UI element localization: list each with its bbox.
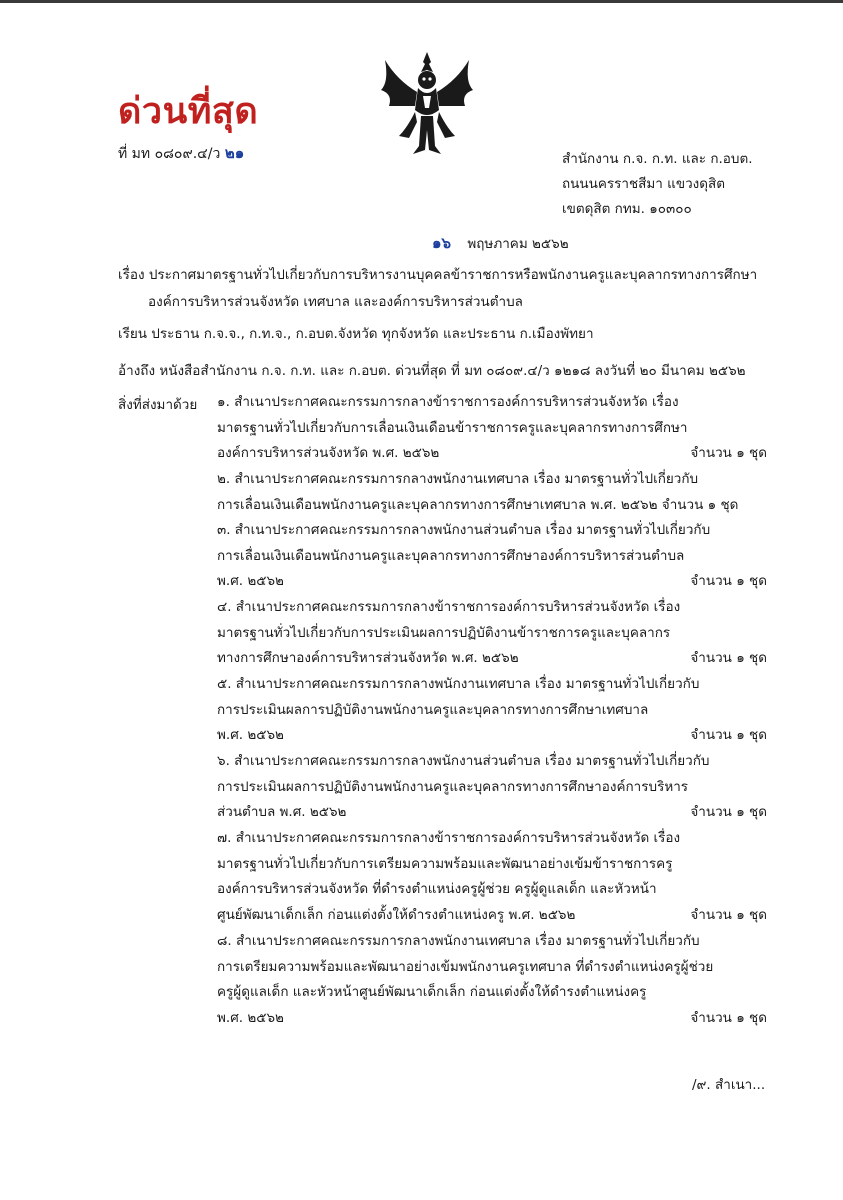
enclosure-line: ๑. สำเนาประกาศคณะกรรมการกลางข้าราชการองค์การบริหารส่วนจังหวัด เรื่อง xyxy=(217,394,679,410)
top-edge-line xyxy=(0,0,843,3)
enclosure-line: พ.ศ. ๒๕๖๒ xyxy=(217,573,284,590)
enclosure-quantity: จำนวน ๑ ชุด xyxy=(690,804,767,821)
enclosure-line: ๖. สำเนาประกาศคณะกรรมการกลางพนักงานส่วนตำบล เรื่อง มาตรฐานทั่วไปเกี่ยวกับ xyxy=(217,753,710,769)
enclosure-quantity: จำนวน ๑ ชุด xyxy=(690,727,767,744)
salutation: เรียน ประธาน ก.จ.จ., ก.ท.จ., ก.อบต.จังหวัด ทุกจังหวัด และประธาน ก.เมืองพัทยา xyxy=(118,326,594,342)
enclosure-line: การประเมินผลการปฏิบัติงานพนักงานครูและบุคลากรทางการศึกษาเทศบาล xyxy=(217,701,649,718)
garuda-emblem-icon xyxy=(379,50,475,158)
enclosure-line: การเลื่อนเงินเดือนพนักงานครูและบุคลากรทางการศึกษาเทศบาล พ.ศ. ๒๕๖๒ จำนวน ๑ ชุด xyxy=(217,496,739,513)
enclosure-line: มาตรฐานทั่วไปเกี่ยวกับการประเมินผลการปฏิบัติงานข้าราชการครูและบุคลากร xyxy=(217,624,671,641)
sender-address-line-3: เขตดุสิต กทม. ๑๐๓๐๐ xyxy=(562,201,692,217)
enclosure-line: การประเมินผลการปฏิบัติงานพนักงานครูและบุคลากรทางการศึกษาองค์การบริหาร xyxy=(217,778,689,795)
enclosure-item-2 xyxy=(217,467,767,518)
enclosure-line: มาตรฐานทั่วไปเกี่ยวกับการเลื่อนเงินเดือนข้าราชการครูและบุคลากรทางการศึกษา xyxy=(217,419,688,436)
document-date xyxy=(432,231,569,255)
enclosure-item-1 xyxy=(217,390,767,467)
enclosure-item-8 xyxy=(217,929,767,1031)
enclosure-line: องค์การบริหารส่วนจังหวัด พ.ศ. ๒๕๖๒ xyxy=(217,445,440,462)
enclosure-line: ๘. สำเนาประกาศคณะกรรมการกลางพนักงานเทศบาล เรื่อง มาตรฐานทั่วไปเกี่ยวกับ xyxy=(217,933,700,949)
enclosure-label: สิ่งที่ส่งมาด้วย xyxy=(118,397,198,413)
reference: อ้างถึง หนังสือสำนักงาน ก.จ. ก.ท. และ ก.อบต. ด่วนที่สุด ที่ มท ๐๘๐๙.๔/ว ๑๒๑๘ ลงวันที่ ๒๐ มีนาคม ๒๕๖๒ xyxy=(118,363,746,379)
document-number-handwritten: ๒๑ xyxy=(224,144,245,162)
enclosure-quantity: จำนวน ๑ ชุด xyxy=(690,650,767,667)
enclosure-line: องค์การบริหารส่วนจังหวัด ที่ดำรงตำแหน่งครูผู้ช่วย ครูผู้ดูแลเด็ก และหัวหน้า xyxy=(217,881,657,898)
enclosure-item-6 xyxy=(217,749,767,826)
enclosure-line: ๒. สำเนาประกาศคณะกรรมการกลางพนักงานเทศบาล เรื่อง มาตรฐานทั่วไปเกี่ยวกับ xyxy=(217,471,699,487)
enclosure-quantity: จำนวน ๑ ชุด xyxy=(690,445,767,462)
enclosure-quantity: จำนวน ๑ ชุด xyxy=(690,573,767,590)
subject-line-1: เรื่อง ประกาศมาตรฐานทั่วไปเกี่ยวกับการบริหารงานบุคคลข้าราชการหรือพนักงานครูและบุคลากรทางการศึกษา xyxy=(118,267,758,283)
urgency-stamp: ด่วนที่สุด xyxy=(118,90,259,132)
date-month-year: พฤษภาคม ๒๕๖๒ xyxy=(467,236,569,252)
enclosure-quantity: จำนวน ๑ ชุด xyxy=(690,1009,767,1026)
enclosure-item-7 xyxy=(217,826,767,928)
enclosure-line: ทางการศึกษาองค์การบริหารส่วนจังหวัด พ.ศ. ๒๕๖๒ xyxy=(217,650,519,667)
enclosure-line: ส่วนตำบล พ.ศ. ๒๕๖๒ xyxy=(217,804,347,821)
enclosure-line: การเลื่อนเงินเดือนพนักงานครูและบุคลากรทางการศึกษาองค์การบริหารส่วนตำบล xyxy=(217,547,685,564)
enclosure-item-3 xyxy=(217,518,767,595)
date-day-handwritten: ๑๖ xyxy=(432,234,452,252)
enclosure-quantity: จำนวน ๑ ชุด xyxy=(690,906,767,923)
enclosure-line: มาตรฐานทั่วไปเกี่ยวกับการเตรียมความพร้อมและพัฒนาอย่างเข้มข้าราชการครู xyxy=(217,855,673,872)
sender-address-line-2: ถนนนครราชสีมา แขวงดุสิต xyxy=(562,176,726,192)
subject-line-2: องค์การบริหารส่วนจังหวัด เทศบาล และองค์การบริหารส่วนตำบล xyxy=(148,294,523,310)
enclosure-line: ๕. สำเนาประกาศคณะกรรมการกลางพนักงานเทศบาล เรื่อง มาตรฐานทั่วไปเกี่ยวกับ xyxy=(217,676,700,692)
enclosure-line: ๗. สำเนาประกาศคณะกรรมการกลางข้าราชการองค์การบริหารส่วนจังหวัด เรื่อง xyxy=(217,830,681,846)
enclosure-line: การเตรียมความพร้อมและพัฒนาอย่างเข้มพนักงานครูเทศบาล ที่ดำรงตำแหน่งครูผู้ช่วย xyxy=(217,958,714,975)
sender-address-line-1: สำนักงาน ก.จ. ก.ท. และ ก.อบต. xyxy=(562,151,753,167)
document-number xyxy=(118,141,244,165)
enclosure-line: พ.ศ. ๒๕๖๒ xyxy=(217,727,284,744)
enclosure-item-4 xyxy=(217,595,767,672)
enclosure-line: ศูนย์พัฒนาเด็กเล็ก ก่อนแต่งตั้งให้ดำรงตำแหน่งครู พ.ศ. ๒๕๖๒ xyxy=(217,906,576,923)
enclosure-line: ๔. สำเนาประกาศคณะกรรมการกลางข้าราชการองค์การบริหารส่วนจังหวัด เรื่อง xyxy=(217,599,681,615)
enclosure-line: พ.ศ. ๒๕๖๒ xyxy=(217,1009,284,1026)
document-number-prefix: ที่ มท ๐๘๐๙.๔/ว xyxy=(118,146,221,162)
enclosure-line: ครูผู้ดูแลเด็ก และหัวหน้าศูนย์พัฒนาเด็กเล็ก ก่อนแต่งตั้งให้ดำรงตำแหน่งครู xyxy=(217,984,647,1001)
enclosure-line: ๓. สำเนาประกาศคณะกรรมการกลางพนักงานส่วนตำบล เรื่อง มาตรฐานทั่วไปเกี่ยวกับ xyxy=(217,522,711,538)
enclosure-item-5 xyxy=(217,672,767,749)
continuation-marker: /๙. สำเนา... xyxy=(692,1077,766,1093)
